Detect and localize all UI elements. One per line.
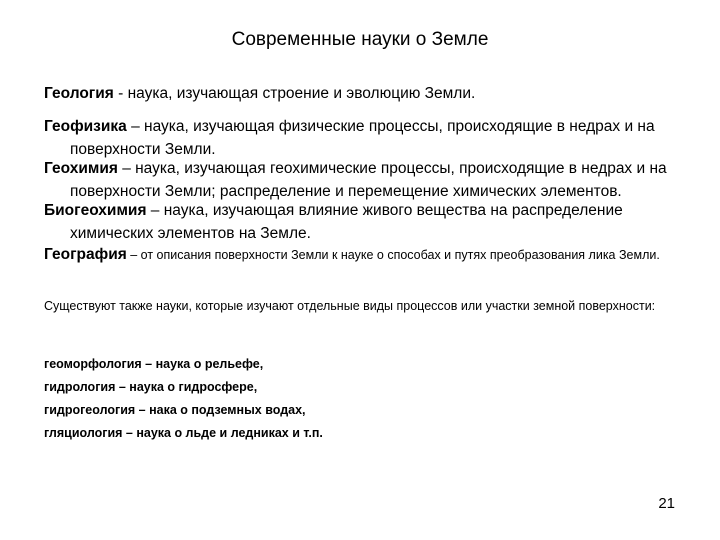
other-sciences-intro: Существуют также науки, которые изучают отдельные виды процессов или участки земной поверхности: [44, 299, 656, 313]
definition-term: Геохимия [44, 160, 118, 177]
definition-text: – наука, изучающая физические процессы, происходящие в недрах и на поверхности Земли. [70, 118, 655, 158]
definition-text: – от описания поверхности Земли к науке о способах и путях преобразования лика Земли. [126, 248, 660, 262]
definition-term: География [44, 246, 127, 263]
list-item: геоморфология – наука о рельефе, [44, 357, 264, 371]
slide-title: Современные науки о Земле [231, 29, 489, 50]
definition-term: Геология [44, 85, 114, 102]
list-item: гидрогеология – нака о подземных водах, [44, 403, 306, 417]
definition-geochemistry [44, 157, 710, 203]
definition-geology [44, 82, 710, 105]
other-sciences-list [44, 353, 684, 445]
definition-term: Биогеохимия [44, 202, 147, 219]
definition-geophysics [44, 115, 710, 161]
definition-text: – наука, изучающая геохимические процессы, происходящие в недрах и на поверхности Земли; распределение и перемещение химических элементов. [70, 160, 667, 200]
definition-text: – наука, изучающая влияние живого вещества на распределение химических элементов на Земле. [70, 202, 623, 242]
definition-text: - наука, изучающая строение и эволюцию Земли. [113, 85, 476, 102]
list-item: гидрология – наука о гидросфере, [44, 380, 258, 394]
definition-geography [44, 243, 710, 266]
definition-term: Геофизика [44, 118, 127, 135]
list-item: гляциология – наука о льде и ледниках и т.п. [44, 426, 323, 440]
definition-biogeochemistry [44, 199, 710, 245]
page-number: 21 [658, 495, 675, 512]
